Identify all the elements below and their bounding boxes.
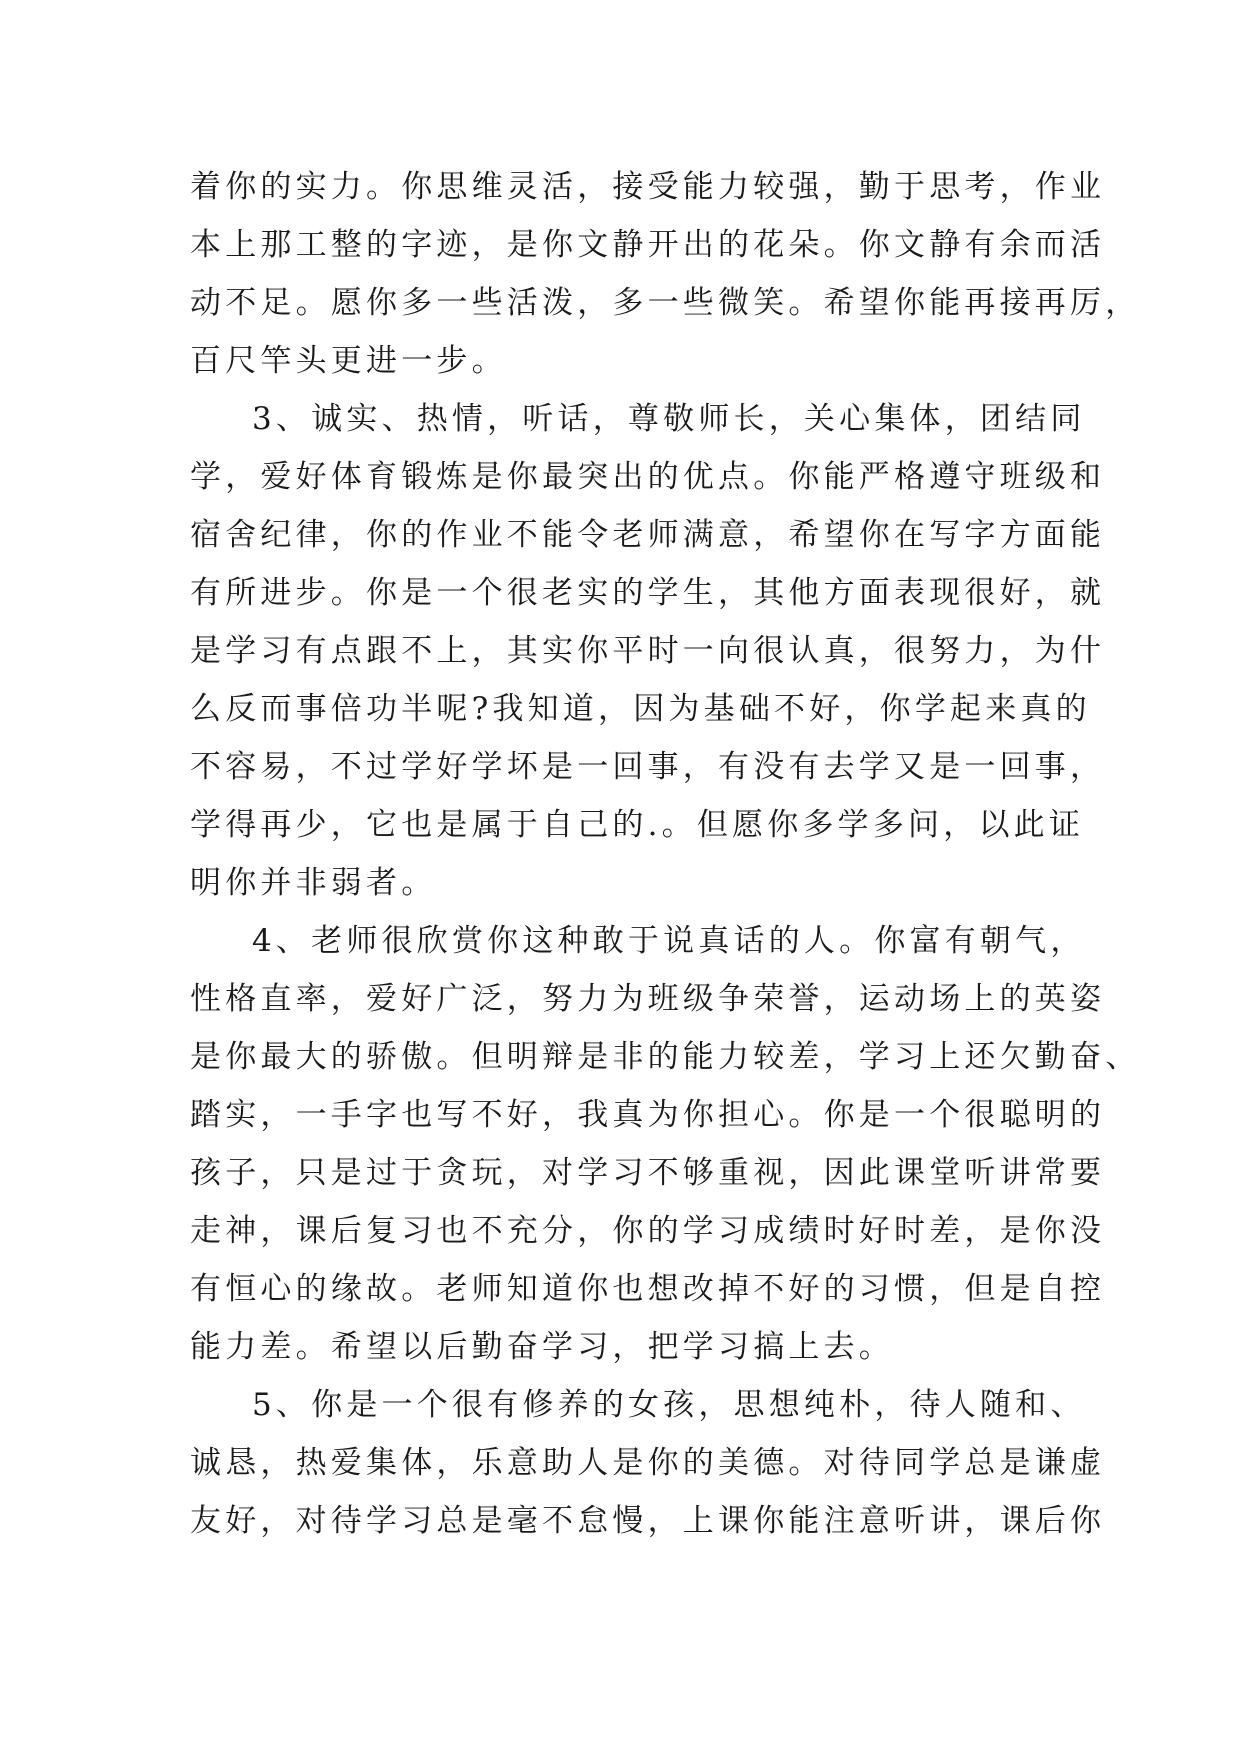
text-line: 诚恳，热爱集体，乐意助人是你的美德。对待同学总是谦虚 <box>190 1445 1106 1481</box>
text-line: 不容易，不过学好学坏是一回事，有没有去学又是一回事， <box>190 749 1106 785</box>
document-body <box>190 158 1141 1550</box>
text-line: 是学习有点跟不上，其实你平时一向很认真，很努力，为什 <box>190 633 1106 669</box>
paragraph-4-first-line: 4、老师很欣赏你这种敢于说真话的人。你富有朝气， <box>252 923 1086 959</box>
paragraph-3-first-line: 3、诚实、热情，听话，尊敬师长，关心集体，团结同 <box>252 401 1086 437</box>
text-line: 么反而事倍功半呢?我知道，因为基础不好，你学起来真的 <box>190 691 1091 727</box>
text-line: 能力差。希望以后勤奋学习，把学习搞上去。 <box>190 1329 894 1365</box>
text-line: 是你最大的骄傲。但明辩是非的能力较差，学习上还欠勤奋、 <box>190 1039 1141 1075</box>
text-line: 踏实，一手字也写不好，我真为你担心。你是一个很聪明的 <box>190 1097 1106 1133</box>
text-line: 本上那工整的字迹，是你文静开出的花朵。你文静有余而活 <box>190 227 1106 263</box>
paragraph-5-first-line: 5、你是一个很有修养的女孩，思想纯朴，待人随和、 <box>252 1387 1086 1423</box>
text-line: 走神，课后复习也不充分，你的学习成绩时好时差，是你没 <box>190 1213 1106 1249</box>
text-line: 有所进步。你是一个很老实的学生，其他方面表现很好，就 <box>190 575 1106 611</box>
text-line: 学得再少，它也是属于自己的.。但愿你多学多问，以此证 <box>190 807 1085 843</box>
text-line: 宿舍纪律，你的作业不能令老师满意，希望你在写字方面能 <box>190 517 1106 553</box>
text-line: 性格直率，爱好广泛，努力为班级争荣誉，运动场上的英姿 <box>190 981 1106 1017</box>
text-line: 动不足。愿你多一些活泼，多一些微笑。希望你能再接再厉， <box>190 285 1141 321</box>
text-line: 着你的实力。你思维灵活，接受能力较强，勤于思考，作业 <box>190 169 1106 205</box>
text-line: 友好，对待学习总是毫不怠慢，上课你能注意听讲，课后你 <box>190 1503 1106 1539</box>
text-line: 学，爱好体育锻炼是你最突出的优点。你能严格遵守班级和 <box>190 459 1106 495</box>
text-line: 百尺竿头更进一步。 <box>190 343 507 379</box>
text-line: 有恒心的缘故。老师知道你也想改掉不好的习惯，但是自控 <box>190 1271 1106 1307</box>
text-line: 明你并非弱者。 <box>190 865 437 901</box>
text-line: 孩子，只是过于贪玩，对学习不够重视，因此课堂听讲常要 <box>190 1155 1106 1191</box>
